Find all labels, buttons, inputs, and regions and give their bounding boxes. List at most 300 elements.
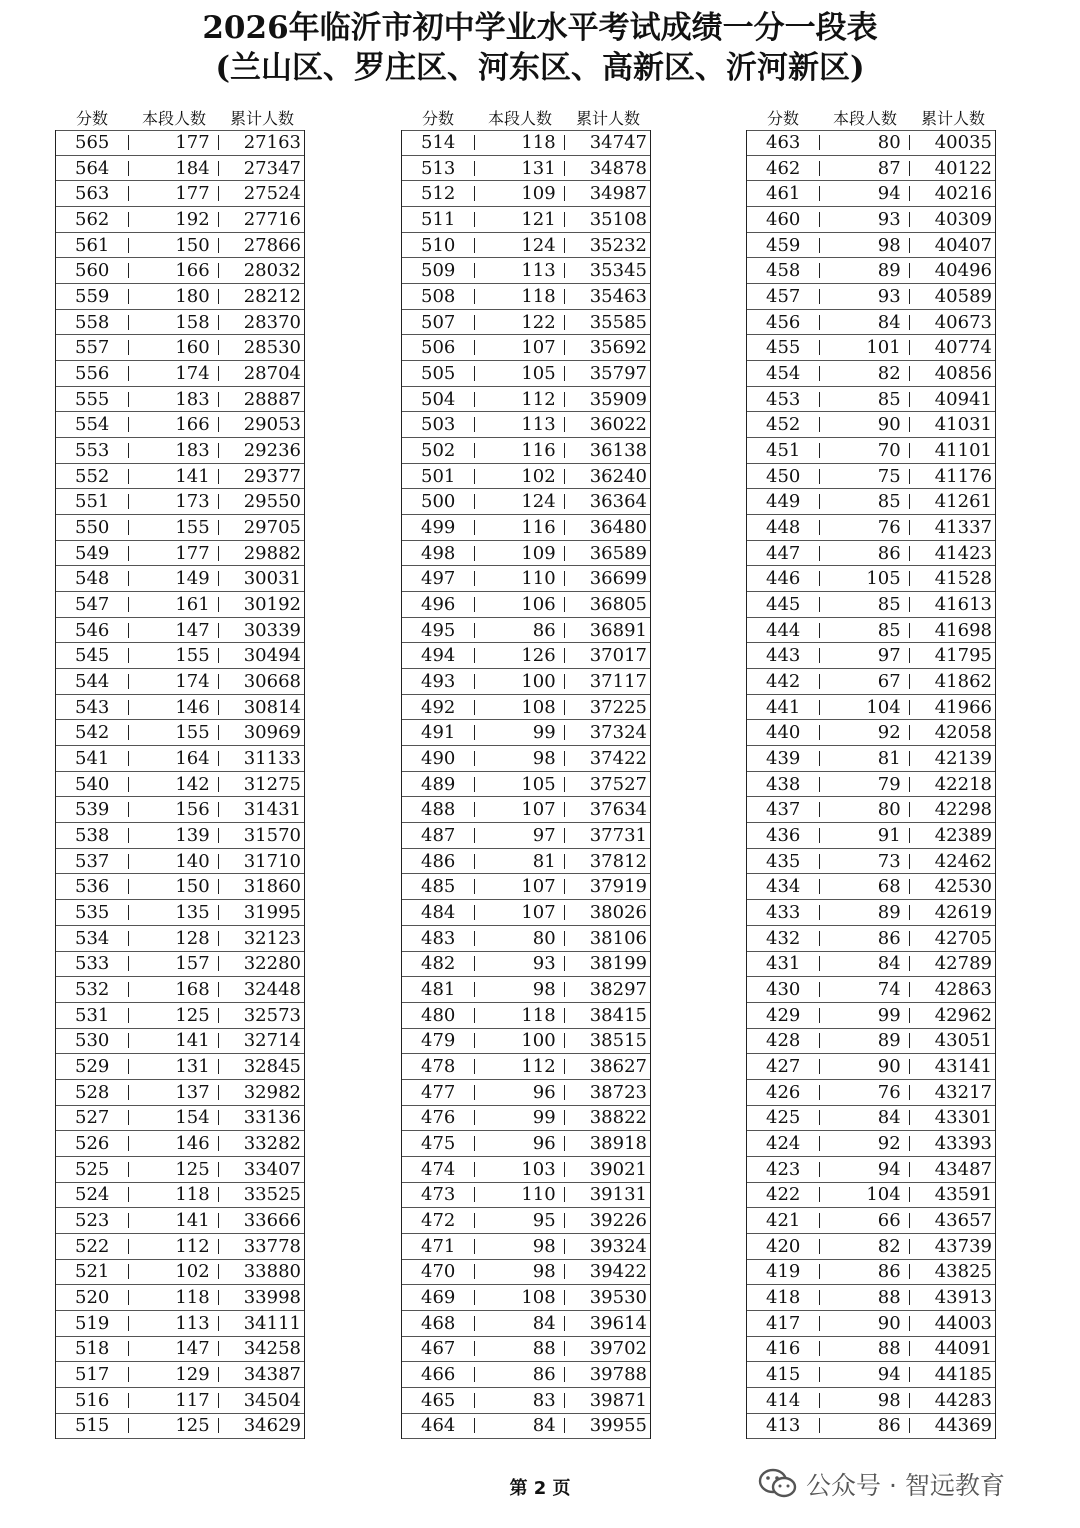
- count-cell: 87: [820, 161, 909, 176]
- score-cell: 437: [747, 802, 820, 817]
- cumulative-cell: 28704: [243, 362, 301, 384]
- score-cell: 431: [747, 956, 820, 971]
- cumulative-cell: 43393: [934, 1133, 992, 1155]
- table-row: [56, 1208, 304, 1234]
- table-row: [747, 515, 995, 541]
- cumulative-cell: 41031: [934, 414, 992, 436]
- cumulative-cell: 36240: [589, 465, 647, 487]
- cumulative-cell: 43591: [934, 1184, 992, 1206]
- count-cell: 93: [475, 956, 564, 971]
- cumulative-cell: 33880: [243, 1261, 301, 1283]
- cumulative-cell: 41862: [934, 670, 992, 692]
- cumulative-cell: 36364: [589, 491, 647, 513]
- count-cell: 137: [129, 1085, 218, 1100]
- count-cell: 97: [475, 828, 564, 843]
- count-cell: 73: [820, 854, 909, 869]
- cumulative-cell: 37634: [589, 799, 647, 821]
- cumulative-cell: 42058: [934, 722, 992, 744]
- table-row: [747, 412, 995, 438]
- cumulative-cell: 30192: [243, 593, 301, 615]
- score-cell: 532: [56, 982, 129, 997]
- score-cell: 553: [56, 443, 129, 458]
- score-cell: 559: [56, 289, 129, 304]
- count-cell: 97: [820, 648, 909, 663]
- cumulative-cell: 37117: [589, 670, 647, 692]
- count-cell: 141: [129, 1213, 218, 1228]
- score-cell: 501: [402, 469, 475, 484]
- score-cell: 483: [402, 931, 475, 946]
- score-cell: 427: [747, 1059, 820, 1074]
- score-cell: 481: [402, 982, 475, 997]
- score-cell: 544: [56, 674, 129, 689]
- count-cell: 155: [129, 520, 218, 535]
- cumulative-cell: 30494: [243, 645, 301, 667]
- cumulative-cell: 32982: [243, 1081, 301, 1103]
- cumulative-cell: 43657: [934, 1210, 992, 1232]
- table-row: [56, 387, 304, 413]
- count-cell: 150: [129, 238, 218, 253]
- table-row: [56, 258, 304, 284]
- table-row: [402, 438, 650, 464]
- table-row: [402, 1234, 650, 1260]
- cumulative-cell: 31275: [243, 773, 301, 795]
- table-row: [56, 156, 304, 182]
- table-row: [747, 1414, 995, 1440]
- score-cell: 536: [56, 879, 129, 894]
- table-row: [402, 1003, 650, 1029]
- score-cell: 472: [402, 1213, 475, 1228]
- score-cell: 451: [747, 443, 820, 458]
- count-cell: 98: [475, 1264, 564, 1279]
- table-row: [402, 233, 650, 259]
- table-row: [56, 1157, 304, 1183]
- table-row: [56, 1080, 304, 1106]
- score-cell: 458: [747, 263, 820, 278]
- score-cell: 479: [402, 1033, 475, 1048]
- table-row: [402, 1208, 650, 1234]
- cumulative-cell: 41795: [934, 645, 992, 667]
- count-cell: 113: [475, 417, 564, 432]
- table-row: [402, 720, 650, 746]
- score-cell: 486: [402, 854, 475, 869]
- table-row: [402, 874, 650, 900]
- count-cell: 80: [475, 931, 564, 946]
- table-row: [56, 695, 304, 721]
- score-cell: 538: [56, 828, 129, 843]
- score-cell: 418: [747, 1290, 820, 1305]
- score-cell: 542: [56, 725, 129, 740]
- cumulative-cell: 35463: [589, 285, 647, 307]
- score-cell: 530: [56, 1033, 129, 1048]
- score-cell: 562: [56, 212, 129, 227]
- count-cell: 94: [820, 1367, 909, 1382]
- cumulative-cell: 38627: [589, 1056, 647, 1078]
- cumulative-cell: 35108: [589, 208, 647, 230]
- cumulative-cell: 40309: [934, 208, 992, 230]
- score-cell: 448: [747, 520, 820, 535]
- score-cell: 488: [402, 802, 475, 817]
- count-cell: 142: [129, 777, 218, 792]
- cumulative-cell: 43217: [934, 1081, 992, 1103]
- table-row: [56, 823, 304, 849]
- page-number: 第 2 页: [509, 1478, 571, 1499]
- cumulative-cell: 41261: [934, 491, 992, 513]
- table-row: [56, 1106, 304, 1132]
- cumulative-cell: 33282: [243, 1133, 301, 1155]
- score-cell: 540: [56, 777, 129, 792]
- count-cell: 90: [820, 417, 909, 432]
- table-row: [747, 233, 995, 259]
- cumulative-cell: 28887: [243, 388, 301, 410]
- cumulative-cell: 31570: [243, 824, 301, 846]
- count-cell: 160: [129, 340, 218, 355]
- score-cell: 528: [56, 1085, 129, 1100]
- score-cell: 446: [747, 571, 820, 586]
- count-cell: 70: [820, 443, 909, 458]
- cumulative-cell: 33525: [243, 1184, 301, 1206]
- table-row: [747, 1260, 995, 1286]
- cumulative-cell: 42218: [934, 773, 992, 795]
- cumulative-cell: 34504: [243, 1389, 301, 1411]
- score-cell: 438: [747, 777, 820, 792]
- count-cell: 84: [475, 1316, 564, 1331]
- cumulative-cell: 36480: [589, 516, 647, 538]
- cumulative-cell: 39788: [589, 1364, 647, 1386]
- score-cell: 430: [747, 982, 820, 997]
- score-cell: 455: [747, 340, 820, 355]
- header-cell: 累计人数: [229, 108, 294, 128]
- cumulative-cell: 37812: [589, 850, 647, 872]
- score-cell: 496: [402, 597, 475, 612]
- table-row: [56, 1183, 304, 1209]
- score-cell: 477: [402, 1085, 475, 1100]
- cumulative-cell: 35692: [589, 337, 647, 359]
- table-row: [747, 746, 995, 772]
- cumulative-cell: 39955: [589, 1415, 647, 1437]
- count-cell: 192: [129, 212, 218, 227]
- cumulative-cell: 37324: [589, 722, 647, 744]
- table-row: [747, 1131, 995, 1157]
- page-title: 2026年临沂市初中学业水平考试成绩一分一段表: [202, 10, 878, 46]
- score-cell: 450: [747, 469, 820, 484]
- count-cell: 156: [129, 802, 218, 817]
- score-cell: 551: [56, 494, 129, 509]
- count-cell: 84: [820, 315, 909, 330]
- table-row: [56, 438, 304, 464]
- score-cell: 546: [56, 623, 129, 638]
- table-row: [56, 361, 304, 387]
- count-cell: 146: [129, 1136, 218, 1151]
- table-row: [402, 1388, 650, 1414]
- count-cell: 98: [475, 982, 564, 997]
- score-cell: 456: [747, 315, 820, 330]
- count-cell: 105: [820, 571, 909, 586]
- cumulative-cell: 30814: [243, 696, 301, 718]
- count-cell: 107: [475, 340, 564, 355]
- cumulative-cell: 39530: [589, 1287, 647, 1309]
- header-cell: 分数: [75, 108, 108, 128]
- score-cell: 539: [56, 802, 129, 817]
- table-row: [747, 1388, 995, 1414]
- cumulative-cell: 40774: [934, 337, 992, 359]
- table-row: [747, 849, 995, 875]
- score-cell: 452: [747, 417, 820, 432]
- score-cell: 468: [402, 1316, 475, 1331]
- count-cell: 155: [129, 648, 218, 663]
- table-row: [402, 669, 650, 695]
- cumulative-cell: 27716: [243, 208, 301, 230]
- table-row: [747, 874, 995, 900]
- count-cell: 86: [820, 931, 909, 946]
- cumulative-cell: 32123: [243, 927, 301, 949]
- count-cell: 75: [820, 469, 909, 484]
- cumulative-cell: 30969: [243, 722, 301, 744]
- cumulative-cell: 43825: [934, 1261, 992, 1283]
- count-cell: 174: [129, 674, 218, 689]
- cumulative-cell: 29236: [243, 439, 301, 461]
- score-cell: 543: [56, 700, 129, 715]
- cumulative-cell: 40407: [934, 234, 992, 256]
- count-cell: 128: [129, 931, 218, 946]
- cumulative-cell: 41613: [934, 593, 992, 615]
- score-cell: 541: [56, 751, 129, 766]
- count-cell: 140: [129, 854, 218, 869]
- count-cell: 154: [129, 1110, 218, 1125]
- score-cell: 518: [56, 1341, 129, 1356]
- table-row: [56, 1311, 304, 1337]
- cumulative-cell: 43487: [934, 1158, 992, 1180]
- cumulative-cell: 42619: [934, 901, 992, 923]
- count-cell: 118: [129, 1290, 218, 1305]
- count-cell: 118: [475, 1008, 564, 1023]
- cumulative-cell: 41528: [934, 568, 992, 590]
- table-row: [402, 515, 650, 541]
- score-cell: 495: [402, 623, 475, 638]
- table-row: [747, 1337, 995, 1363]
- cumulative-cell: 35232: [589, 234, 647, 256]
- table-row: [402, 1106, 650, 1132]
- count-cell: 131: [475, 161, 564, 176]
- table-row: [56, 1388, 304, 1414]
- score-cell: 557: [56, 340, 129, 355]
- table-row: [402, 181, 650, 207]
- table-row: [747, 643, 995, 669]
- score-cell: 547: [56, 597, 129, 612]
- table-row: [56, 977, 304, 1003]
- table-header: [55, 104, 305, 130]
- cumulative-cell: 42705: [934, 927, 992, 949]
- count-cell: 94: [820, 1162, 909, 1177]
- score-cell: 537: [56, 854, 129, 869]
- table-row: [402, 618, 650, 644]
- count-cell: 100: [475, 1033, 564, 1048]
- table-row: [402, 1029, 650, 1055]
- cumulative-cell: 31860: [243, 876, 301, 898]
- score-cell: 548: [56, 571, 129, 586]
- table-row: [747, 464, 995, 490]
- count-cell: 108: [475, 700, 564, 715]
- cumulative-cell: 38918: [589, 1133, 647, 1155]
- count-cell: 94: [820, 186, 909, 201]
- cumulative-cell: 38822: [589, 1107, 647, 1129]
- cumulative-cell: 42530: [934, 876, 992, 898]
- table-row: [402, 592, 650, 618]
- score-cell: 503: [402, 417, 475, 432]
- count-cell: 174: [129, 366, 218, 381]
- count-cell: 112: [475, 392, 564, 407]
- cumulative-cell: 43051: [934, 1030, 992, 1052]
- cumulative-cell: 33407: [243, 1158, 301, 1180]
- count-cell: 98: [475, 751, 564, 766]
- count-cell: 92: [820, 1136, 909, 1151]
- score-cell: 507: [402, 315, 475, 330]
- count-cell: 80: [820, 135, 909, 150]
- count-cell: 68: [820, 879, 909, 894]
- score-cell: 435: [747, 854, 820, 869]
- table-row: [747, 695, 995, 721]
- count-cell: 76: [820, 520, 909, 535]
- table-row: [747, 310, 995, 336]
- score-cell: 526: [56, 1136, 129, 1151]
- count-cell: 81: [820, 751, 909, 766]
- score-cell: 449: [747, 494, 820, 509]
- score-cell: 512: [402, 186, 475, 201]
- table-row: [402, 643, 650, 669]
- count-cell: 80: [820, 802, 909, 817]
- count-cell: 124: [475, 494, 564, 509]
- cumulative-cell: 38199: [589, 953, 647, 975]
- score-cell: 534: [56, 931, 129, 946]
- table-row: [747, 797, 995, 823]
- count-cell: 104: [820, 1187, 909, 1202]
- count-cell: 141: [129, 469, 218, 484]
- count-cell: 82: [820, 366, 909, 381]
- table-row: [747, 284, 995, 310]
- table-row: [402, 797, 650, 823]
- count-cell: 101: [820, 340, 909, 355]
- table-row: [402, 849, 650, 875]
- table-row: [402, 823, 650, 849]
- table-row: [402, 1157, 650, 1183]
- page-subtitle: (兰山区、罗庄区、河东区、高新区、沂河新区): [215, 50, 865, 86]
- header-cell: 本段人数: [487, 108, 552, 128]
- table-header: [746, 104, 996, 130]
- cumulative-cell: 42298: [934, 799, 992, 821]
- table-row: [56, 746, 304, 772]
- score-table-1: [55, 104, 305, 1439]
- cumulative-cell: 42462: [934, 850, 992, 872]
- score-cell: 504: [402, 392, 475, 407]
- cumulative-cell: 29705: [243, 516, 301, 538]
- cumulative-cell: 38515: [589, 1030, 647, 1052]
- cumulative-cell: 35797: [589, 362, 647, 384]
- score-cell: 416: [747, 1341, 820, 1356]
- table-row: [747, 181, 995, 207]
- table-row: [56, 233, 304, 259]
- table-row: [747, 618, 995, 644]
- cumulative-cell: 34387: [243, 1364, 301, 1386]
- score-cell: 474: [402, 1162, 475, 1177]
- cumulative-cell: 33998: [243, 1287, 301, 1309]
- cumulative-cell: 29882: [243, 542, 301, 564]
- score-cell: 491: [402, 725, 475, 740]
- count-cell: 86: [820, 1418, 909, 1433]
- count-cell: 88: [820, 1341, 909, 1356]
- score-cell: 565: [56, 135, 129, 150]
- cumulative-cell: 44091: [934, 1338, 992, 1360]
- score-cell: 475: [402, 1136, 475, 1151]
- table-row: [747, 1208, 995, 1234]
- table-row: [56, 310, 304, 336]
- score-cell: 424: [747, 1136, 820, 1151]
- cumulative-cell: 39871: [589, 1389, 647, 1411]
- count-cell: 109: [475, 186, 564, 201]
- score-cell: 506: [402, 340, 475, 355]
- count-cell: 121: [475, 212, 564, 227]
- count-cell: 102: [129, 1264, 218, 1279]
- score-cell: 425: [747, 1110, 820, 1125]
- count-cell: 139: [129, 828, 218, 843]
- count-cell: 84: [820, 956, 909, 971]
- cumulative-cell: 39324: [589, 1235, 647, 1257]
- cumulative-cell: 39422: [589, 1261, 647, 1283]
- table-row: [747, 207, 995, 233]
- score-cell: 420: [747, 1239, 820, 1254]
- score-cell: 492: [402, 700, 475, 715]
- cumulative-cell: 29053: [243, 414, 301, 436]
- cumulative-cell: 37225: [589, 696, 647, 718]
- score-cell: 498: [402, 546, 475, 561]
- table-row: [402, 156, 650, 182]
- score-cell: 522: [56, 1239, 129, 1254]
- score-cell: 461: [747, 186, 820, 201]
- table-row: [56, 335, 304, 361]
- score-cell: 490: [402, 751, 475, 766]
- score-cell: 549: [56, 546, 129, 561]
- table-row: [747, 361, 995, 387]
- score-cell: 517: [56, 1367, 129, 1382]
- count-cell: 67: [820, 674, 909, 689]
- table-row: [56, 515, 304, 541]
- score-cell: 436: [747, 828, 820, 843]
- count-cell: 177: [129, 546, 218, 561]
- cumulative-cell: 43913: [934, 1287, 992, 1309]
- cumulative-cell: 44003: [934, 1312, 992, 1334]
- table-row: [747, 1183, 995, 1209]
- table-row: [747, 387, 995, 413]
- score-cell: 561: [56, 238, 129, 253]
- cumulative-cell: 29377: [243, 465, 301, 487]
- count-cell: 104: [820, 700, 909, 715]
- score-cell: 500: [402, 494, 475, 509]
- table-row: [56, 1414, 304, 1440]
- cumulative-cell: 40216: [934, 183, 992, 205]
- cumulative-cell: 37527: [589, 773, 647, 795]
- count-cell: 110: [475, 571, 564, 586]
- score-cell: 509: [402, 263, 475, 278]
- score-cell: 459: [747, 238, 820, 253]
- header-cell: 本段人数: [141, 108, 206, 128]
- count-cell: 91: [820, 828, 909, 843]
- table-row: [747, 1311, 995, 1337]
- count-cell: 85: [820, 597, 909, 612]
- table-row: [402, 489, 650, 515]
- table-row: [747, 438, 995, 464]
- score-cell: 419: [747, 1264, 820, 1279]
- table-row: [56, 849, 304, 875]
- score-cell: 487: [402, 828, 475, 843]
- cumulative-cell: 28370: [243, 311, 301, 333]
